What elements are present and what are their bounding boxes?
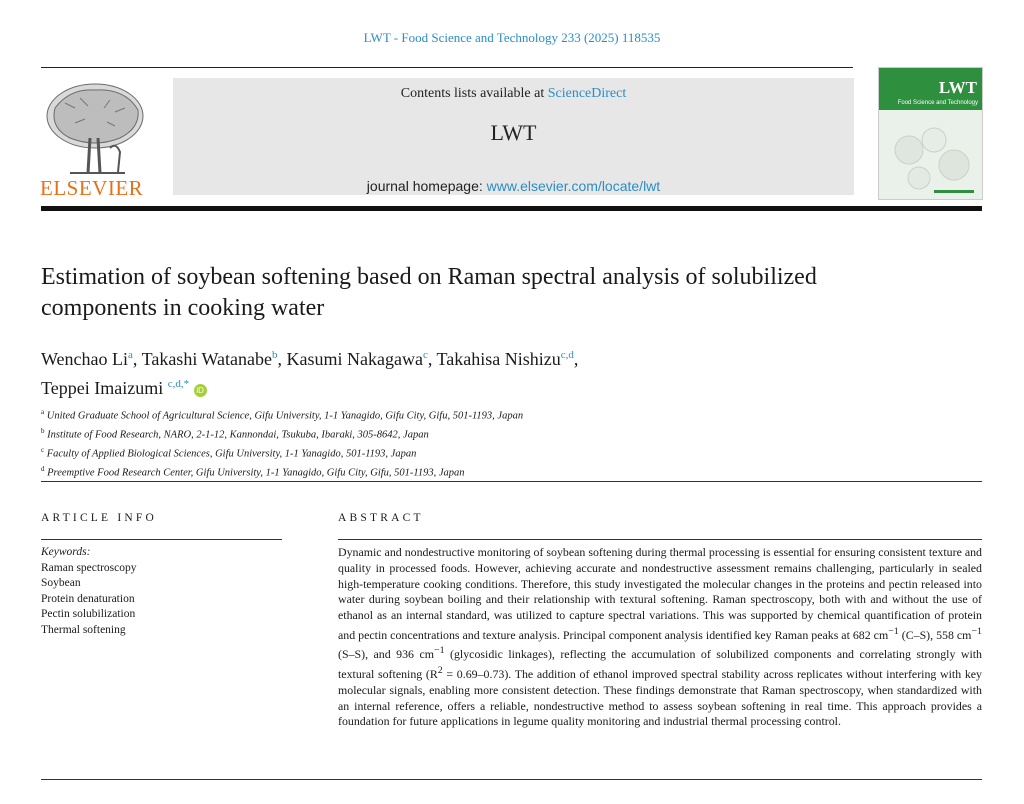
author-affiliation-link[interactable]: c <box>422 349 428 361</box>
homepage-prefix: journal homepage: <box>366 178 487 194</box>
author[interactable] <box>142 349 287 369</box>
orcid-icon[interactable]: iD <box>194 384 207 397</box>
affiliation-text: Faculty of Applied Biological Sciences, Gifu University, 1-1 Yanagido, 501-1193, Japan <box>46 448 417 460</box>
abstract-superscript: 2 <box>437 665 443 677</box>
author-separator: , <box>277 349 287 369</box>
author[interactable] <box>41 349 142 369</box>
keyword: Thermal softening <box>41 623 126 636</box>
cover-subtitle: Food Science and Technology <box>897 100 978 106</box>
homepage-link[interactable]: www.elsevier.com/locate/lwt <box>486 178 661 194</box>
author-name[interactable]: Teppei Imaizumi <box>41 378 164 398</box>
article-info-heading: ARTICLE INFO <box>41 512 157 524</box>
homepage-line <box>173 178 854 194</box>
keyword: Protein denaturation <box>41 592 135 605</box>
affiliation-mark: d <box>41 465 45 473</box>
elsevier-wordmark: ELSEVIER <box>40 176 144 200</box>
abstract-text <box>338 545 982 730</box>
author-affiliation-link[interactable]: b <box>272 349 278 361</box>
keywords-label: Keywords: <box>41 546 91 558</box>
abstract-superscript: −1 <box>971 625 982 637</box>
header-rule <box>41 67 853 68</box>
affiliation-list <box>41 405 941 481</box>
keyword: Raman spectroscopy <box>41 561 137 574</box>
journal-cover[interactable] <box>878 67 983 200</box>
affiliation <box>41 405 941 424</box>
author-affiliation-link[interactable]: c,d <box>560 349 574 361</box>
author-name[interactable]: Wenchao Li <box>41 349 129 369</box>
abstract-superscript: −1 <box>888 625 899 637</box>
cover-image <box>879 110 982 199</box>
keywords-block <box>41 545 281 638</box>
affiliation-text: Preemptive Food Research Center, Gifu University, 1-1 Yanagido, Gifu City, Gifu, 501-1193, Japan <box>47 467 465 479</box>
author[interactable] <box>41 378 207 398</box>
author[interactable] <box>437 349 579 369</box>
article-title: Estimation of soybean softening based on Raman spectral analysis of solubilized components in cooking water <box>41 264 817 321</box>
article-info-rule <box>41 539 282 540</box>
affiliation <box>41 443 941 462</box>
affiliation-mark: b <box>41 427 45 435</box>
author-separator: , <box>573 349 579 369</box>
journal-name: LWT <box>490 120 537 145</box>
author-name[interactable]: Kasumi Nakagawa <box>286 349 423 369</box>
abstract-segment: = 0.69–0.73). The addition of ethanol improved spectral stability across replicates without interfering with key molecular signals, enabling more consistent detection. These findings demonstrate that Raman spectroscopy, when standardized with an internal reference, offers a reliable, nondestructive method to assess soybean softening in real time. This approach provides a foundation for future applications in legume quality monitoring and industrial thermal processing control. <box>338 667 983 729</box>
abstract-segment: (C–S), 558 cm <box>898 627 972 642</box>
header-thick-rule <box>41 206 982 211</box>
author-separator: , <box>427 349 437 369</box>
affiliation-mark: a <box>41 408 45 416</box>
author-affiliation-link[interactable]: a <box>128 349 133 361</box>
author[interactable] <box>287 349 437 369</box>
abstract-bottom-rule <box>41 779 982 780</box>
author-name[interactable]: Takashi Watanabe <box>141 349 272 369</box>
sciencedirect-link[interactable]: ScienceDirect <box>547 86 627 101</box>
abstract-segment: Dynamic and nondestructive monitoring of soybean softening during thermal processing is essential for ensuring consistent texture and quality in processed foods. However, achieving accurate and nondestructive assessment remains challenging, particularly in sealed high-temperature cooking conditions. Therefore, this study investigated the molecular changes in the proteins and pectin released into water during soybean boiling and their relationship with textural softening. Raman spectroscopy, both with and without the use of ethanol as an internal standard, was utilized to capture spectral variations. This was supported by chemical quantification of protein and pectin concentrations and texture analysis. Principal component analysis identified key Raman peaks at 682 cm <box>338 545 982 642</box>
journal-citation-link[interactable]: LWT - Food Science and Technology 233 (2025) 118535 <box>363 30 661 45</box>
contents-line <box>173 86 854 102</box>
affiliation-mark: c <box>41 446 45 454</box>
author-list <box>41 343 941 401</box>
author-separator: , <box>132 349 142 369</box>
abstract-superscript: −1 <box>434 645 445 657</box>
abstract-rule <box>338 539 982 540</box>
affiliation <box>41 424 941 443</box>
author-name[interactable]: Takahisa Nishizu <box>436 349 561 369</box>
contents-prefix: Contents lists available at <box>400 86 548 101</box>
keyword: Pectin solubilization <box>41 608 136 620</box>
author-affiliation-link[interactable]: c,d,* <box>167 378 190 390</box>
keyword: Soybean <box>41 577 81 589</box>
journal-banner <box>173 78 854 195</box>
affiliation <box>41 462 941 481</box>
affiliation-text: United Graduate School of Agricultural Science, Gifu University, 1-1 Yanagido, Gifu City, Gifu, 501-1193, Japan <box>46 410 524 422</box>
affiliation-rule <box>41 481 982 482</box>
abstract-heading: ABSTRACT <box>338 512 424 524</box>
abstract-segment: (S–S), and 936 cm <box>338 647 434 662</box>
affiliation-text: Institute of Food Research, NARO, 2-1-12, Kannondai, Tsukuba, Ibaraki, 305-8642, Japan <box>47 429 429 441</box>
abstract-segment: (glycosidic linkages), reflecting the accumulation of solubilized components and correlating strongly with textural softening (R <box>338 647 982 682</box>
cover-title: LWT <box>938 78 977 97</box>
